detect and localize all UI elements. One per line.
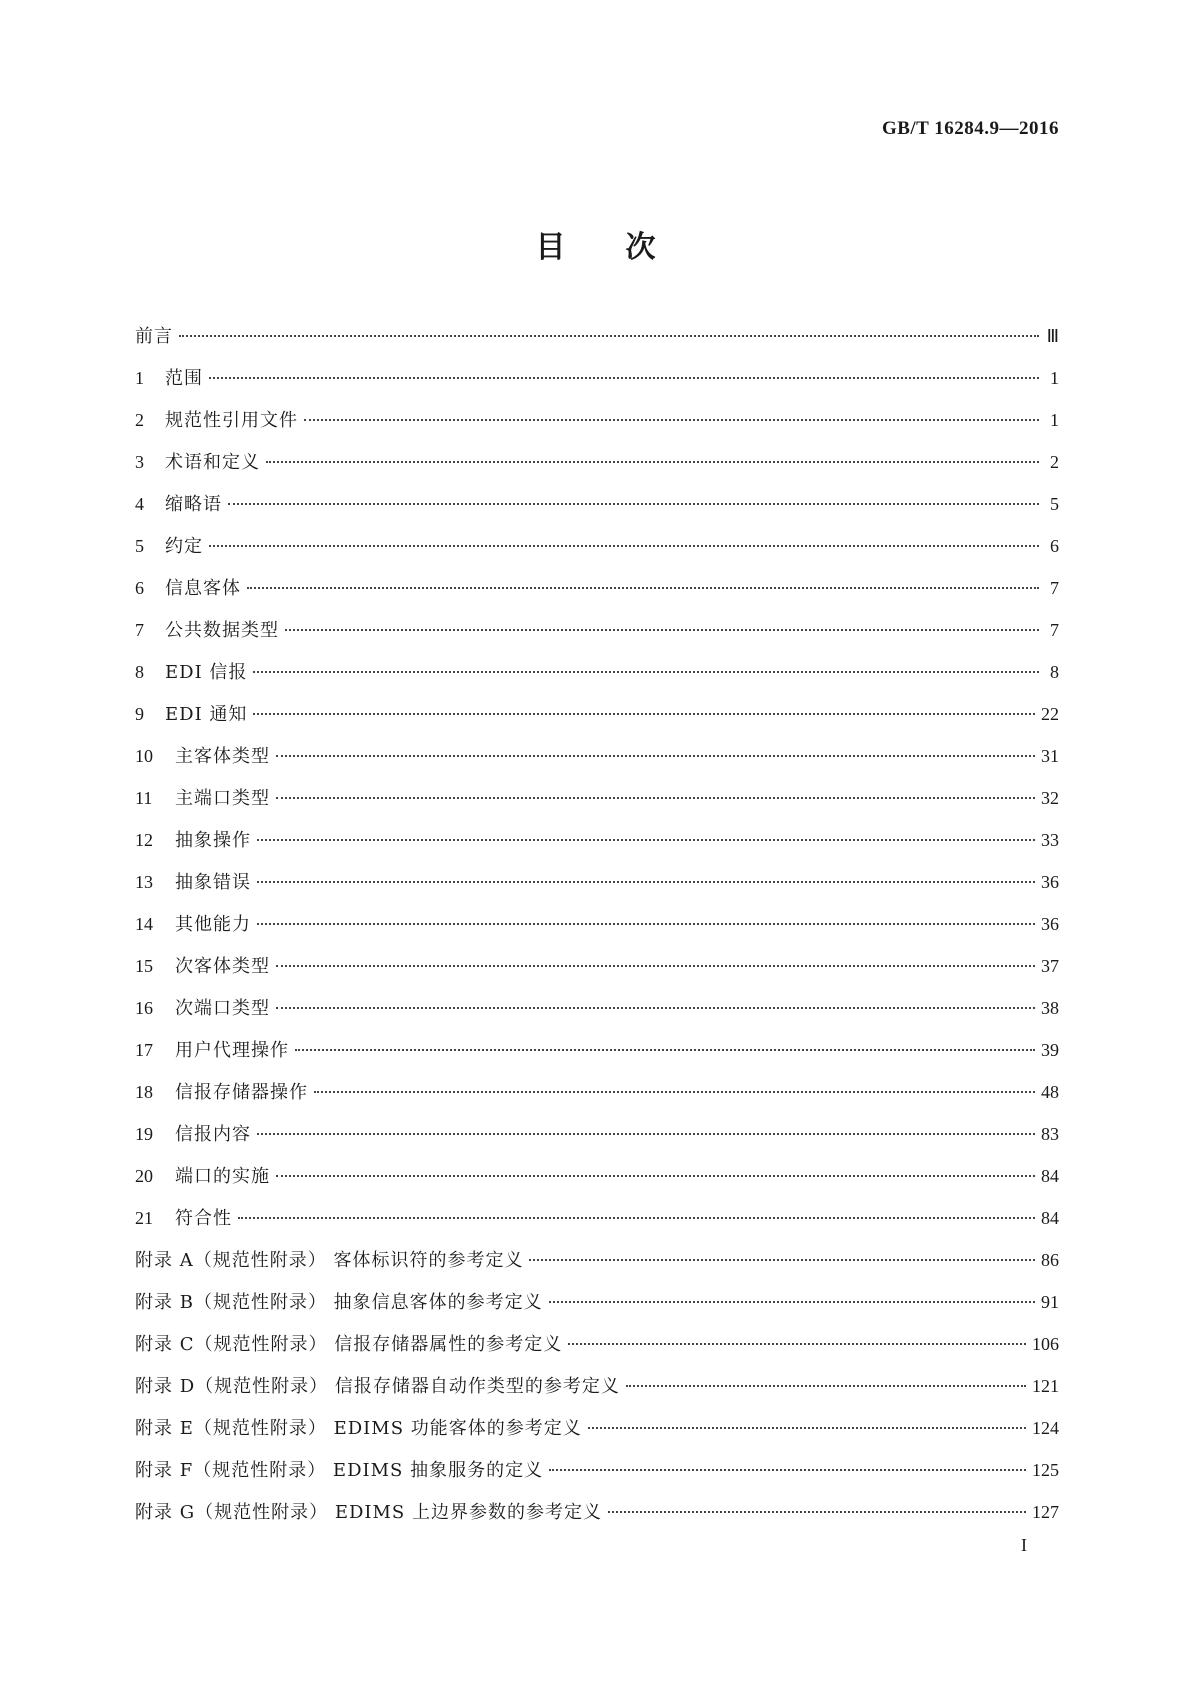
toc-entry-page: 36: [1041, 872, 1059, 892]
toc-entry[interactable]: [135, 826, 1059, 868]
toc-entry-number: 6: [135, 578, 144, 598]
toc-entry-label: 附录 G（规范性附录） EDIMS 上边界参数的参考定义: [135, 1502, 602, 1523]
dot-leader: [626, 1385, 1026, 1387]
toc-entry[interactable]: [135, 1162, 1059, 1204]
toc-entry-page: 33: [1041, 830, 1059, 850]
toc-entry-page: 36: [1041, 914, 1059, 934]
toc-entry[interactable]: [135, 1204, 1059, 1246]
toc-entry[interactable]: [135, 1456, 1059, 1498]
toc-entry-page: 124: [1032, 1418, 1059, 1438]
toc-entry[interactable]: [135, 574, 1059, 616]
toc-entry-label: 规范性引用文件: [165, 410, 298, 431]
toc-entry[interactable]: [135, 1372, 1059, 1414]
dot-leader: [568, 1343, 1026, 1345]
toc-entry-number: 20: [135, 1166, 153, 1186]
toc-entry-number: 3: [135, 452, 144, 472]
toc-entry-number: 13: [135, 872, 153, 892]
toc-entry-page: Ⅲ: [1046, 326, 1059, 346]
toc-entry-page: 127: [1032, 1502, 1059, 1522]
dot-leader: [257, 839, 1035, 841]
toc-entry-number: 14: [135, 914, 153, 934]
toc-entry-number: 8: [135, 662, 144, 682]
toc-entry-label: 附录 E（规范性附录） EDIMS 功能客体的参考定义: [135, 1418, 582, 1439]
toc-entry-page: 83: [1041, 1124, 1059, 1144]
toc-entry-page: 2: [1050, 452, 1059, 472]
toc-entry-label: 次客体类型: [175, 956, 270, 977]
toc-entry-page: 31: [1041, 746, 1059, 766]
toc-entry-number: 12: [135, 830, 153, 850]
toc-entry-page: 1: [1050, 368, 1059, 388]
dot-leader: [276, 1175, 1035, 1177]
table-of-contents: [135, 322, 1059, 1540]
toc-entry-page: 37: [1041, 956, 1059, 976]
toc-entry-label: 抽象错误: [175, 872, 251, 893]
toc-entry[interactable]: [135, 994, 1059, 1036]
toc-entry[interactable]: [135, 700, 1059, 742]
toc-entry-label: 次端口类型: [175, 998, 270, 1019]
dot-leader: [253, 671, 1039, 673]
toc-entry-label: 符合性: [175, 1208, 232, 1229]
dot-leader: [257, 881, 1035, 883]
toc-entry[interactable]: [135, 1498, 1059, 1540]
toc-entry-page: 86: [1041, 1250, 1059, 1270]
toc-entry-page: 22: [1041, 704, 1059, 724]
toc-entry-number: 15: [135, 956, 153, 976]
toc-entry-page: 39: [1041, 1040, 1059, 1060]
dot-leader: [238, 1217, 1035, 1219]
toc-entry[interactable]: [135, 784, 1059, 826]
page-title: 目次: [535, 230, 716, 265]
dot-leader: [295, 1049, 1035, 1051]
dot-leader: [257, 1133, 1035, 1135]
toc-entry-label: 约定: [165, 536, 203, 557]
toc-entry-page: 7: [1050, 578, 1059, 598]
toc-entry-label: 信报内容: [175, 1124, 251, 1145]
toc-entry-label: 附录 D（规范性附录） 信报存储器自动作类型的参考定义: [135, 1376, 620, 1397]
toc-entry[interactable]: [135, 322, 1059, 364]
dot-leader: [276, 965, 1035, 967]
toc-entry[interactable]: [135, 490, 1059, 532]
toc-entry-label: 附录 B（规范性附录） 抽象信息客体的参考定义: [135, 1292, 543, 1313]
toc-entry-page: 8: [1050, 662, 1059, 682]
toc-entry[interactable]: [135, 1036, 1059, 1078]
toc-entry-label: 公共数据类型: [165, 620, 279, 641]
toc-entry-number: 11: [135, 788, 153, 808]
dot-leader: [549, 1301, 1035, 1303]
toc-entry[interactable]: [135, 1246, 1059, 1288]
footer-page-number: I: [1021, 1535, 1027, 1555]
dot-leader: [247, 587, 1039, 589]
dot-leader: [253, 713, 1035, 715]
toc-entry[interactable]: [135, 616, 1059, 658]
toc-entry[interactable]: [135, 1414, 1059, 1456]
toc-entry-label: 附录 C（规范性附录） 信报存储器属性的参考定义: [135, 1334, 563, 1355]
dot-leader: [588, 1427, 1026, 1429]
toc-entry-label: 缩略语: [165, 494, 222, 515]
toc-entry-label: 附录 F（规范性附录） EDIMS 抽象服务的定义: [135, 1460, 544, 1481]
dot-leader: [257, 923, 1035, 925]
toc-entry[interactable]: [135, 742, 1059, 784]
toc-entry[interactable]: [135, 448, 1059, 490]
toc-entry-number: 18: [135, 1082, 153, 1102]
toc-entry-label: 其他能力: [175, 914, 251, 935]
toc-entry-label: 主客体类型: [175, 746, 270, 767]
dot-leader: [529, 1259, 1035, 1261]
toc-entry-page: 1: [1050, 410, 1059, 430]
toc-entry-label: 抽象操作: [175, 830, 251, 851]
toc-entry-number: 4: [135, 494, 144, 514]
toc-entry[interactable]: [135, 658, 1059, 700]
dot-leader: [314, 1091, 1035, 1093]
toc-entry-page: 121: [1032, 1376, 1059, 1396]
dot-leader: [228, 503, 1039, 505]
toc-entry-label: EDI 信报: [165, 662, 248, 683]
dot-leader: [266, 461, 1039, 463]
toc-entry-label: 术语和定义: [165, 452, 260, 473]
toc-entry-page: 5: [1050, 494, 1059, 514]
toc-entry-number: 10: [135, 746, 153, 766]
toc-entry[interactable]: [135, 364, 1059, 406]
toc-entry-page: 84: [1041, 1208, 1059, 1228]
toc-entry-page: 125: [1032, 1460, 1059, 1480]
toc-entry[interactable]: [135, 1288, 1059, 1330]
toc-entry-page: 106: [1032, 1334, 1059, 1354]
toc-entry[interactable]: [135, 406, 1059, 448]
toc-entry-number: 9: [135, 704, 144, 724]
toc-entry-label: 附录 A（规范性附录） 客体标识符的参考定义: [135, 1250, 524, 1271]
standard-code: GB/T 16284.9—2016: [881, 118, 1059, 139]
toc-entry[interactable]: [135, 1120, 1059, 1162]
toc-entry-label: EDI 通知: [165, 704, 248, 725]
toc-entry[interactable]: [135, 1078, 1059, 1120]
toc-entry-page: 38: [1041, 998, 1059, 1018]
dot-leader: [276, 755, 1035, 757]
dot-leader: [209, 545, 1039, 547]
toc-entry-page: 32: [1041, 788, 1059, 808]
toc-entry-number: 2: [135, 410, 144, 430]
toc-entry-label: 主端口类型: [175, 788, 270, 809]
toc-entry[interactable]: [135, 1330, 1059, 1372]
dot-leader: [179, 335, 1039, 337]
toc-entry-number: 5: [135, 536, 144, 556]
dot-leader: [276, 797, 1035, 799]
dot-leader: [209, 377, 1039, 379]
dot-leader: [608, 1511, 1026, 1513]
toc-entry-page: 48: [1041, 1082, 1059, 1102]
toc-entry-label: 前言: [135, 326, 173, 347]
toc-entry-page: 91: [1041, 1292, 1059, 1312]
toc-entry-number: 21: [135, 1208, 153, 1228]
dot-leader: [285, 629, 1039, 631]
toc-entry[interactable]: [135, 952, 1059, 994]
toc-entry-number: 17: [135, 1040, 153, 1060]
toc-entry-label: 端口的实施: [175, 1166, 270, 1187]
toc-entry-page: 6: [1050, 536, 1059, 556]
toc-entry-label: 信报存储器操作: [175, 1082, 308, 1103]
toc-entry[interactable]: [135, 868, 1059, 910]
dot-leader: [276, 1007, 1035, 1009]
toc-entry-number: 7: [135, 620, 144, 640]
toc-entry-number: 19: [135, 1124, 153, 1144]
toc-entry-label: 范围: [165, 368, 203, 389]
toc-entry-number: 1: [135, 368, 144, 388]
dot-leader: [304, 419, 1039, 421]
toc-entry[interactable]: [135, 532, 1059, 574]
toc-entry-number: 16: [135, 998, 153, 1018]
dot-leader: [549, 1469, 1026, 1471]
toc-entry-label: 信息客体: [165, 578, 241, 599]
toc-entry-page: 84: [1041, 1166, 1059, 1186]
toc-entry-label: 用户代理操作: [175, 1040, 289, 1061]
toc-entry-page: 7: [1050, 620, 1059, 640]
toc-entry[interactable]: [135, 910, 1059, 952]
